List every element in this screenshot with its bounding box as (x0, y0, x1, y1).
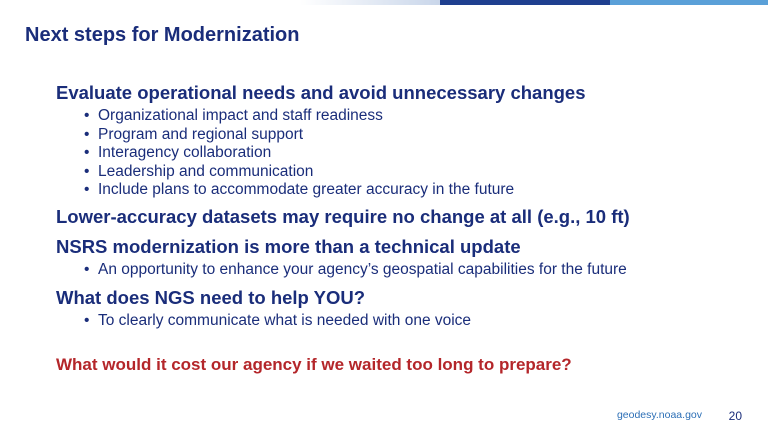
slide-title: Next steps for Modernization (25, 24, 300, 46)
bullet-item (84, 163, 756, 182)
section-heading: NSRS modernization is more than a technical update (56, 235, 521, 257)
page-number: 20 (728, 409, 742, 423)
slide-content (56, 82, 756, 375)
bullet-glyph: • (84, 162, 90, 180)
section-heading: Lower-accuracy datasets may require no change at all (e.g., 10 ft) (56, 205, 630, 227)
bullet-text: Organizational impact and staff readiness (98, 107, 383, 124)
bullet-item (84, 181, 756, 200)
bullet-glyph: • (84, 125, 90, 143)
band-segment-dark (440, 0, 610, 5)
footer-url[interactable]: geodesy.noaa.gov (616, 409, 702, 421)
bullet-text: To clearly communicate what is needed with one voice (98, 312, 472, 329)
section-heading: Evaluate operational needs and avoid unnecessary changes (56, 82, 586, 103)
bullet-text: Leadership and communication (98, 162, 314, 180)
bullet-list (56, 312, 756, 331)
bullet-item (84, 312, 756, 331)
section-nsrs-modernization (56, 236, 756, 280)
bullet-item (84, 126, 756, 145)
bullet-text: Include plans to accommodate greater accuracy in the future (98, 181, 515, 198)
section-lower-accuracy (56, 206, 756, 228)
bullet-glyph: • (84, 312, 90, 329)
callout-question: What would it cost our agency if we waited too long to prepare? (56, 354, 572, 374)
top-color-band (0, 0, 768, 5)
bullet-glyph: • (84, 107, 90, 124)
section-evaluate-needs (56, 82, 756, 200)
section-heading: What does NGS need to help YOU? (56, 287, 366, 308)
bullet-text: Program and regional support (98, 125, 304, 143)
bullet-item (84, 261, 756, 280)
bullet-glyph: • (84, 260, 90, 278)
bullet-glyph: • (84, 144, 90, 161)
bullet-list (56, 261, 756, 280)
bullet-text: An opportunity to enhance your agency’s geospatial capabilities for the future (98, 260, 627, 278)
bullet-list (56, 107, 756, 200)
bullet-item (84, 107, 756, 126)
section-ngs-help (56, 287, 756, 331)
band-segment-gradient (300, 0, 440, 5)
band-segment-blue (610, 0, 768, 5)
bullet-glyph: • (84, 181, 90, 198)
bullet-item (84, 144, 756, 163)
bullet-text: Interagency collaboration (98, 144, 272, 161)
band-segment-light (0, 0, 300, 5)
